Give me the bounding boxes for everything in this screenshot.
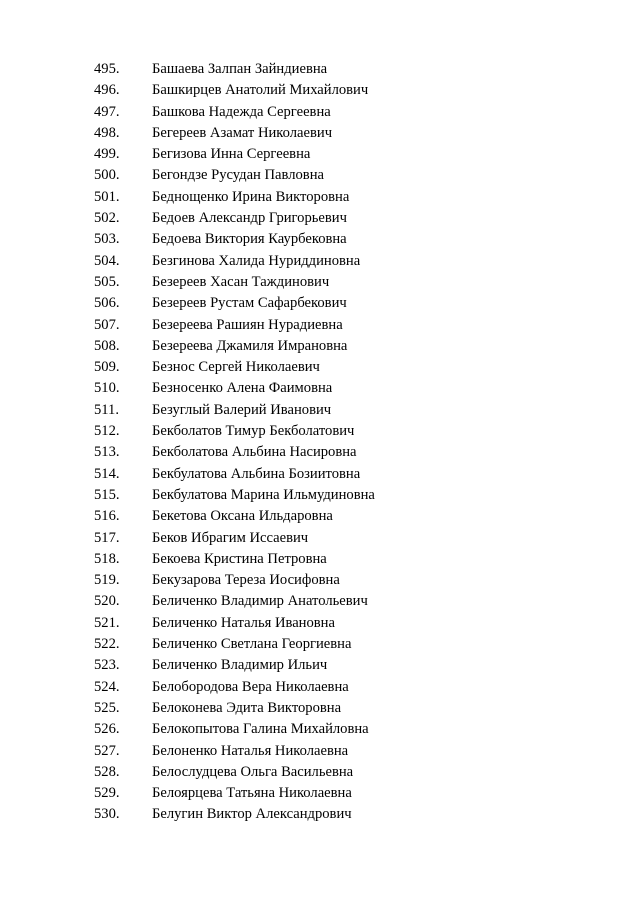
entry-name: Белоконева Эдита Викторовна <box>152 699 342 716</box>
list-item <box>94 591 375 612</box>
entry-number: 529. <box>94 785 120 802</box>
entry-name: Безереев Рустам Сафарбекович <box>152 295 347 312</box>
entry-name: Башкирцев Анатолий Михайлович <box>152 82 369 99</box>
entry-name: Безереева Рашиян Нурадиевна <box>152 316 343 333</box>
entry-number: 511. <box>94 401 119 418</box>
entry-name: Безгинова Халида Нуриддиновна <box>152 252 361 269</box>
entry-name: Беличенко Наталья Ивановна <box>152 614 335 631</box>
entry-number: 499. <box>94 146 120 163</box>
list-item <box>94 655 375 676</box>
list-item <box>94 549 375 570</box>
list-item <box>94 80 375 101</box>
list-item <box>94 336 375 357</box>
list-item <box>94 357 375 378</box>
entry-name: Беднощенко Ирина Викторовна <box>152 188 350 205</box>
entry-number: 508. <box>94 337 120 354</box>
entry-number: 497. <box>94 103 120 120</box>
entry-name: Бекузарова Тереза Иосифовна <box>152 572 340 589</box>
entry-number: 509. <box>94 359 120 376</box>
list-item <box>94 677 375 698</box>
list-item <box>94 464 375 485</box>
list-item <box>94 506 375 527</box>
entry-name: Бекболатова Альбина Насировна <box>152 444 357 461</box>
list-item <box>94 272 375 293</box>
entry-name: Белокопытова Галина Михайловна <box>152 721 369 738</box>
name-list <box>94 59 375 826</box>
entry-number: 527. <box>94 742 120 759</box>
entry-number: 514. <box>94 465 120 482</box>
list-item <box>94 634 375 655</box>
entry-name: Белослудцева Ольга Васильевна <box>152 763 354 780</box>
entry-number: 521. <box>94 614 120 631</box>
entry-name: Бекбулатова Марина Ильмудиновна <box>152 486 375 503</box>
entry-number: 504. <box>94 252 120 269</box>
entry-number: 513. <box>94 444 120 461</box>
list-item <box>94 570 375 591</box>
entry-name: Бекоева Кристина Петровна <box>152 550 327 567</box>
list-item <box>94 528 375 549</box>
entry-number: 522. <box>94 636 120 653</box>
entry-name: Бегизова Инна Сергеевна <box>152 146 311 163</box>
entry-name: Бегондзе Русудан Павловна <box>152 167 324 184</box>
entry-number: 502. <box>94 210 120 227</box>
entry-name: Белобородова Вера Николаевна <box>152 678 349 695</box>
list-item <box>94 293 375 314</box>
entry-name: Безереева Джамиля Имрановна <box>152 337 348 354</box>
entry-name: Башаева Залпан Зайндиевна <box>152 61 328 77</box>
list-item <box>94 378 375 399</box>
entry-number: 518. <box>94 550 120 567</box>
entry-name: Башкова Надежда Сергеевна <box>152 103 331 120</box>
list-item <box>94 719 375 740</box>
entry-name: Бедоев Александр Григорьевич <box>152 210 347 227</box>
list-item <box>94 762 375 783</box>
entry-number: 520. <box>94 593 120 610</box>
entry-number: 510. <box>94 380 120 397</box>
entry-number: 525. <box>94 699 120 716</box>
list-item <box>94 442 375 463</box>
entry-name: Безереев Хасан Таждинович <box>152 273 330 290</box>
list-item <box>94 187 375 208</box>
entry-number: 516. <box>94 508 120 525</box>
list-item <box>94 315 375 336</box>
list-item <box>94 251 375 272</box>
list-item <box>94 123 375 144</box>
entry-number: 519. <box>94 572 120 589</box>
entry-name: Бекболатов Тимур Бекболатович <box>152 423 355 440</box>
entry-name: Бегереев Азамат Николаевич <box>152 124 333 141</box>
entry-name: Безнос Сергей Николаевич <box>152 359 320 376</box>
list-item <box>94 698 375 719</box>
list-item <box>94 229 375 250</box>
entry-name: Беличенко Светлана Георгиевна <box>152 636 352 653</box>
entry-number: 495. <box>94 61 120 77</box>
entry-number: 500. <box>94 167 120 184</box>
entry-number: 530. <box>94 806 120 823</box>
list-item <box>94 783 375 804</box>
entry-name: Белугин Виктор Александрович <box>152 806 352 823</box>
entry-number: 505. <box>94 273 120 290</box>
entry-number: 506. <box>94 295 120 312</box>
entry-number: 523. <box>94 657 120 674</box>
list-item <box>94 400 375 421</box>
entry-number: 507. <box>94 316 120 333</box>
list-item <box>94 421 375 442</box>
entry-number: 528. <box>94 763 120 780</box>
list-item <box>94 485 375 506</box>
list-item <box>94 144 375 165</box>
entry-number: 501. <box>94 188 120 205</box>
entry-name: Белоненко Наталья Николаевна <box>152 742 349 759</box>
entry-name: Белоярцева Татьяна Николаевна <box>152 785 352 802</box>
entry-name: Бедоева Виктория Каурбековна <box>152 231 347 248</box>
entry-number: 526. <box>94 721 120 738</box>
list-item <box>94 741 375 762</box>
entry-name: Безносенко Алена Фаимовна <box>152 380 333 397</box>
entry-number: 517. <box>94 529 120 546</box>
entry-number: 498. <box>94 124 120 141</box>
entry-name: Беличенко Владимир Ильич <box>152 657 328 674</box>
entry-number: 503. <box>94 231 120 248</box>
entry-number: 515. <box>94 486 120 503</box>
entry-name: Бекетова Оксана Ильдаровна <box>152 508 333 525</box>
list-item <box>94 613 375 634</box>
entry-name: Беков Ибрагим Иссаевич <box>152 529 309 546</box>
entry-name: Безуглый Валерий Иванович <box>152 401 332 418</box>
list-item <box>94 165 375 186</box>
entry-number: 512. <box>94 423 120 440</box>
list-item <box>94 102 375 123</box>
entry-number: 524. <box>94 678 120 695</box>
entry-name: Беличенко Владимир Анатольевич <box>152 593 368 610</box>
entry-name: Бекбулатова Альбина Бозиитовна <box>152 465 361 482</box>
list-item <box>94 59 375 80</box>
list-item <box>94 208 375 229</box>
list-item <box>94 804 375 825</box>
entry-number: 496. <box>94 82 120 99</box>
